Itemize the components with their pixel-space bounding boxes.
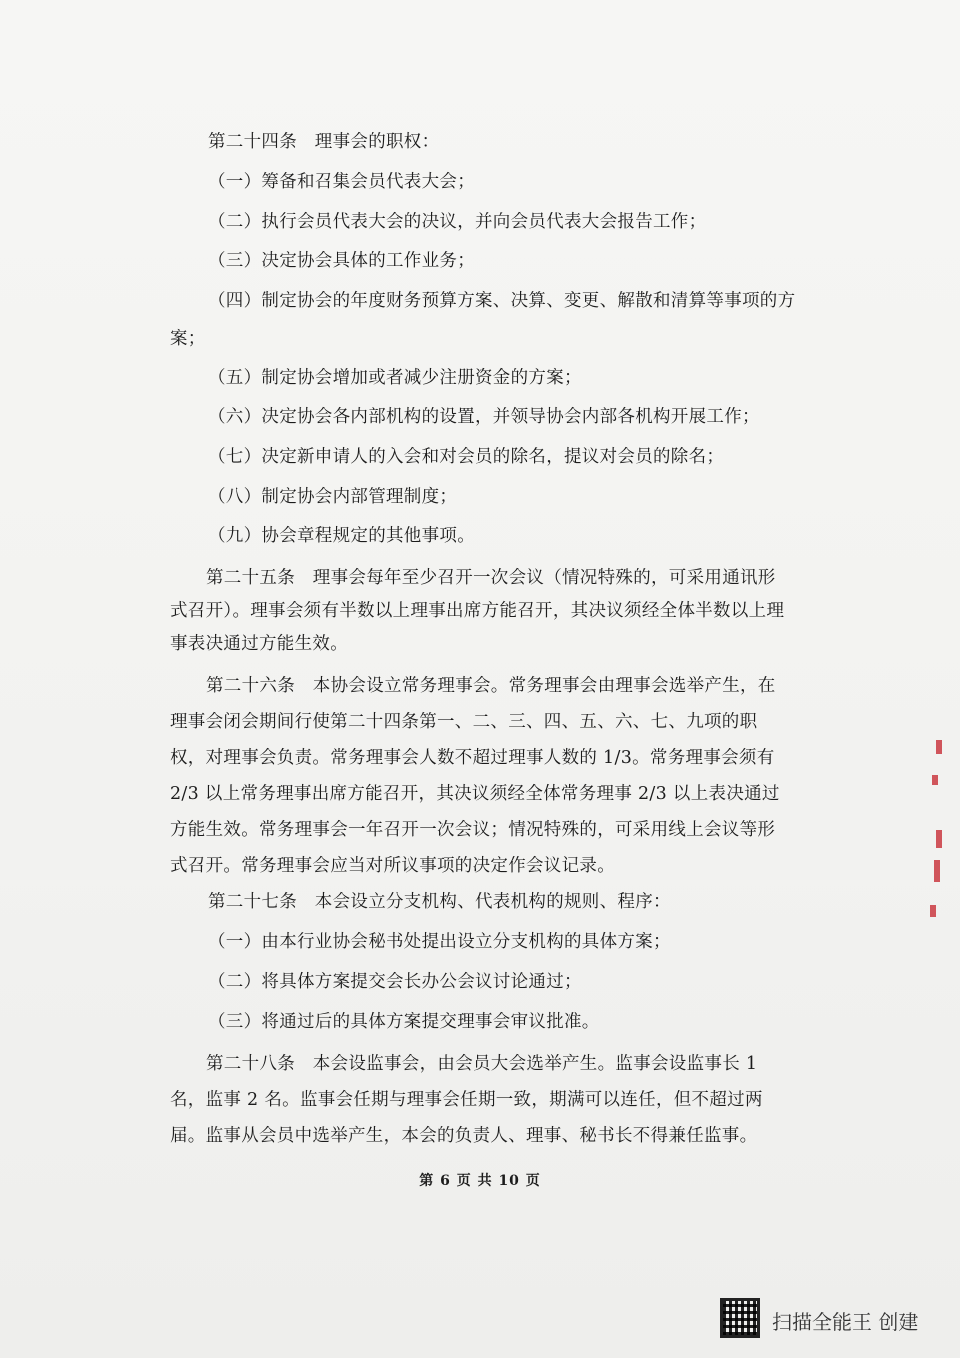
article-24-item-6: （六）决定协会各内部机构的设置，并领导协会内部各机构开展工作； [208, 407, 760, 427]
article-24-item-1: （一）筹备和召集会员代表大会； [208, 172, 475, 192]
seal-fragment [936, 740, 942, 754]
scanner-watermark-text: 扫描全能王 创建 [772, 1310, 919, 1334]
article-24-item-5: （五）制定协会增加或者减少注册资金的方案； [208, 368, 582, 388]
seal-fragment [930, 905, 936, 917]
seal-fragment [934, 860, 940, 882]
article-24-item-8: （八）制定协会内部管理制度； [208, 487, 458, 507]
article-26: 第二十六条 本协会设立常务理事会。常务理事会由理事会选举产生，在理事会闭会期间行使第二十四条第一、二、三、四、五、六、七、九项的职权，对理事会负责。常务理事会人数不超过理事人数的 1/3。常务理事会须有 2/3 以上常务理事出席方能召开，其决议须经全体常务理事 2/3 以上表决通过方能生效。常务理事会一年召开一次会议；情况特殊的，可采用线上会议等形式召开。常务理事会应当对所议事项的决定作会议记录。 [170, 676, 780, 876]
article-24-item-3: （三）决定协会具体的工作业务； [208, 251, 475, 271]
seal-fragment [936, 830, 942, 848]
article-25: 第二十五条 理事会每年至少召开一次会议（情况特殊的，可采用通讯形式召开）。理事会须有半数以上理事出席方能召开，其决议须经全体半数以上理事表决通过方能生效。 [170, 568, 785, 654]
article-24-item-7: （七）决定新申请人的入会和对会员的除名，提议对会员的除名； [208, 447, 725, 467]
article-27-title: 第二十七条 本会设立分支机构、代表机构的规则、程序： [208, 892, 671, 912]
seal-fragment [932, 775, 938, 785]
article-24-item-4-cont: 案； [170, 329, 206, 349]
article-27-item-1: （一）由本行业协会秘书处提出设立分支机构的具体方案； [208, 932, 671, 952]
scanner-watermark [720, 1298, 950, 1342]
article-27-item-2: （二）将具体方案提交会长办公会议讨论通过； [208, 972, 582, 992]
page-number: 第 6 页 共 10 页 [419, 1173, 541, 1189]
qr-code-icon [720, 1298, 760, 1338]
article-28: 第二十八条 本会设监事会，由会员大会选举产生。监事会设监事长 1 名，监事 2 名。监事会任期与理事会任期一致，期满可以连任，但不超过两届。监事从会员中选举产生，本会的负责人、理事、秘书长不得兼任监事。 [170, 1054, 763, 1146]
article-24-item-9: （九）协会章程规定的其他事项。 [208, 526, 475, 546]
article-24-title: 第二十四条 理事会的职权： [208, 132, 440, 152]
article-24-item-2: （二）执行会员代表大会的决议，并向会员代表大会报告工作； [208, 212, 707, 232]
article-27-item-3: （三）将通过后的具体方案提交理事会审议批准。 [208, 1012, 600, 1032]
article-24-item-4: （四）制定协会的年度财务预算方案、决算、变更、解散和清算等事项的方 [208, 291, 796, 311]
